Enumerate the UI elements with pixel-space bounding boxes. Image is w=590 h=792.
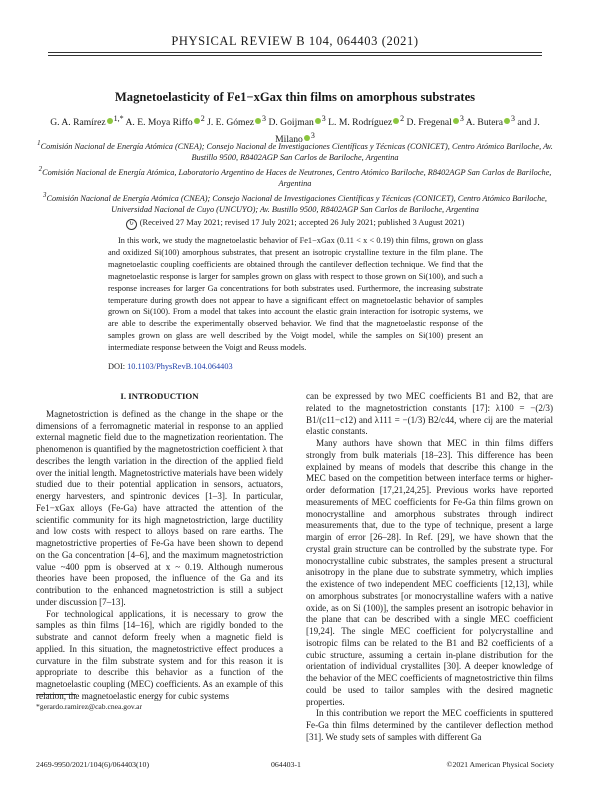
received-dates: ↻ (Received 27 May 2021; revised 17 July 2021; accepted 26 July 2021; published 3 August 2021) [0,218,590,230]
author-affiliation-mark: 3 [310,130,315,140]
page-number: 064403-1 [271,760,301,769]
doi-link[interactable]: 10.1103/PhysRevB.104.064403 [127,362,233,371]
author-affiliation-mark: 3 [511,114,516,123]
journal-header: PHYSICAL REVIEW B 104, 064403 (2021) [171,34,419,48]
doi-line: DOI: 10.1103/PhysRevB.104.064403 [108,362,233,371]
paragraph: Many authors have shown that MEC in thin films differs strongly from bulk materials [18–23]. This difference has been explained by means of models that describe this change in the MEC based on the competition between interface terms or higher-order deformation [17,21,24,25]. Previous works have reported measurements of MEC coefficients for Fe-Ga thin films grown on monocrystalline and amorphous substrates through indirect measurements that, due to the type of technique, present a large margin of error [26–28]. In Ref. [29], we have shown that the crystal grain structure can be controlled by the substrate type. For monocrystalline cubic substrates, the samples present a structural anisotropy in the plane due to substrate symmetry, which implies the existence of two independent MEC coefficients [12,13], while on amorphous substrates [or monocrystalline wafers with a native oxide, as on Si (100)], the samples present an isotropic behavior in the plane that can be described with a single MEC coefficient [19,24]. The single MEC coefficient for polycrystalline and isotropic films can be related to the B1 and B2 coefficients of a cubic structure, assuming a certain in-plane distribution for the orientation of individual crystallites [30]. A deeper knowledge of the behavior of the MEC coefficients of magnetostrictive thin films could be used to tailor samples with the desired magnetic properties. [306,438,553,707]
crossmark-icon[interactable]: ↻ [126,219,137,230]
author-affiliation-mark: 3 [321,114,326,123]
right-column [306,391,553,744]
affiliation-2: $^2$Comisión Nacional de Energía Atómica, Laboratorio Argentino de Haces de Neutrones, Centro Atómico Bariloche, R8402AGP San Carlos de Bariloche, Argentina [38,165,552,189]
paragraph: can be expressed by two MEC coefficients B1 and B2, that are related to the magnetostriction constants [17]: λ100 = −(2/3) B1/(c11−c12) and λ111 = −(1/3) B2/c44, where cij are the material elastic constants. [306,391,553,437]
issn: 2469-9950/2021/104(6)/064403(10) [36,760,150,769]
author-list: G. A. Ramírez $^{1,*}$ A. E. Moya Riffo $^2$ J. E. Gómez $^3$ D. Goijman $^3$ L. M. Rodríguez $^2$ D. Fregenal $^3$ A. Butera $^3$ and J. Milano $^3$ [50,114,540,145]
author-affiliation-mark: 3 [262,114,267,123]
copyright: ©2021 American Physical Society [446,760,554,769]
author-name: A. Butera [465,117,504,129]
author-affiliation-mark: 2 [400,114,405,123]
author-name: J. E. Gómez [207,117,255,129]
affiliation-1: $^1$Comisión Nacional de Energía Atómica (CNEA); Consejo Nacional de Investigaciones Científicas y Técnicas (CONICET), Centro Atómico Bariloche, Av. Bustillo 9500, R8402AGP San Carlos de Bariloche, Argentina [37,140,553,163]
author-affiliation-mark: 2 [200,114,205,123]
paragraph: For technological applications, it is necessary to grow the samples as thin films [14–16], which are rigidly bonded to the substrate and cannot deform freely when a magnetic field is applied. In this situation, the magnetostrictive effect produces a curvature in the film substrate system and for this reason it is appropriate to describe this behavior as a function of the magnetoelastic coupling (MEC) coefficients. As an example of this relation, the magnetoelastic energy for cubic systems [36,608,283,701]
author-name: D. Goijman [268,117,314,129]
author-affiliation-mark: 3 [459,114,464,123]
orcid-icon[interactable] [194,118,200,124]
author-name: L. M. Rodríguez [328,117,393,129]
paragraph: Magnetostriction is defined as the change in the shape or the dimensions of a ferromagnetic material in response to an applied external magnetic field due to the magnetization reorientation. The phenomenon is quantified by the magnetostriction coefficient λ that describes the length variation in the direction of the applied field over the initial length. Magnetostrictive materials have been widely studied due to their potential application in sensors, actuators, energy harvesters, and spintronic devices [1–3]. In particular, Fe1−xGax alloys (Fe-Ga) have attracted the attention of the scientific community for its high magnetostriction, large ductility and low costs with respect to alloys based on rare earths. The magnetostrictive properties of Fe-Ga have been shown to depend on the Ga concentration [4–6], and the maximum magnetostriction value ~400 ppm is observed at x ~ 0.19. Although numerous theories have been proposed, the influence of the Ga and its contribution to the enhanced magnetostriction is still a subject under discussion [7–13]. [36,408,283,607]
author-name: G. A. Ramírez [50,117,106,129]
author-name: D. Fregenal [406,117,452,129]
orcid-icon[interactable] [393,118,399,124]
section-heading: I. INTRODUCTION [120,391,199,401]
left-column [36,391,283,703]
abstract: In this work, we study the magnetoelastic behavior of Fe1−xGax (0.11 < x < 0.19) thin films, grown on glass and oxidized Si(100) amorphous substrates, that present an isotropic crystalline texture in the film plane. The magnetoelastic coupling coefficients are obtained through the cantilever deflection technique. We find that the magnetoelastic response is larger for samples grown on glass with respect to those grown on Si(100), and such a response increases for larger Ga concentrations for both substrates used. Furthermore, the increasing substrate temperature during growth does not appear to have a significant effect on magnetoelastic behavior of samples grown on Si(100). From a model that takes into account the elastic grain interaction for isotropic systems, we are able to describe the experimentally observed behavior. We find that the magnetoelastic response of the samples grown on glass are well described by the Voigt model, while the samples on Si(100) present an intermediate response between the Voigt and Reuss models. [108,236,483,353]
orcid-icon[interactable] [504,118,510,124]
header-rule-double [48,55,542,56]
paper-title: Magnetoelasticity of Fe1−xGax thin films on amorphous substrates [114,90,476,104]
corresponding-email[interactable]: *gerardo.ramirez@cab.cnea.gov.ar [36,702,143,711]
orcid-icon[interactable] [107,118,113,124]
header-rule [48,52,542,53]
affiliations [30,138,560,215]
paragraph: In this contribution we report the MEC coefficients in sputtered Fe-Ga thin films determined by the cantilever deflection method [31]. We study sets of samples with different Ga [306,708,553,742]
author-affiliation-mark: 1,* [113,114,124,123]
author-name: J. Milano [275,117,540,145]
orcid-icon[interactable] [255,118,261,124]
orcid-icon[interactable] [453,118,459,124]
footnote-rule [36,694,76,695]
author-name: A. E. Moya Riffo [125,117,193,129]
affiliation-3: $^3$Comisión Nacional de Energía Atómica (CNEA); Consejo Nacional de Investigaciones Científicas y Técnicas (CONICET), Centro Atómico Bariloche, Universidad Nacional de Cuyo (UNCUYO); Av. Bustillo 9500, R8402AGP San Carlos de Bariloche, Argentina [43,191,547,214]
orcid-icon[interactable] [315,118,321,124]
